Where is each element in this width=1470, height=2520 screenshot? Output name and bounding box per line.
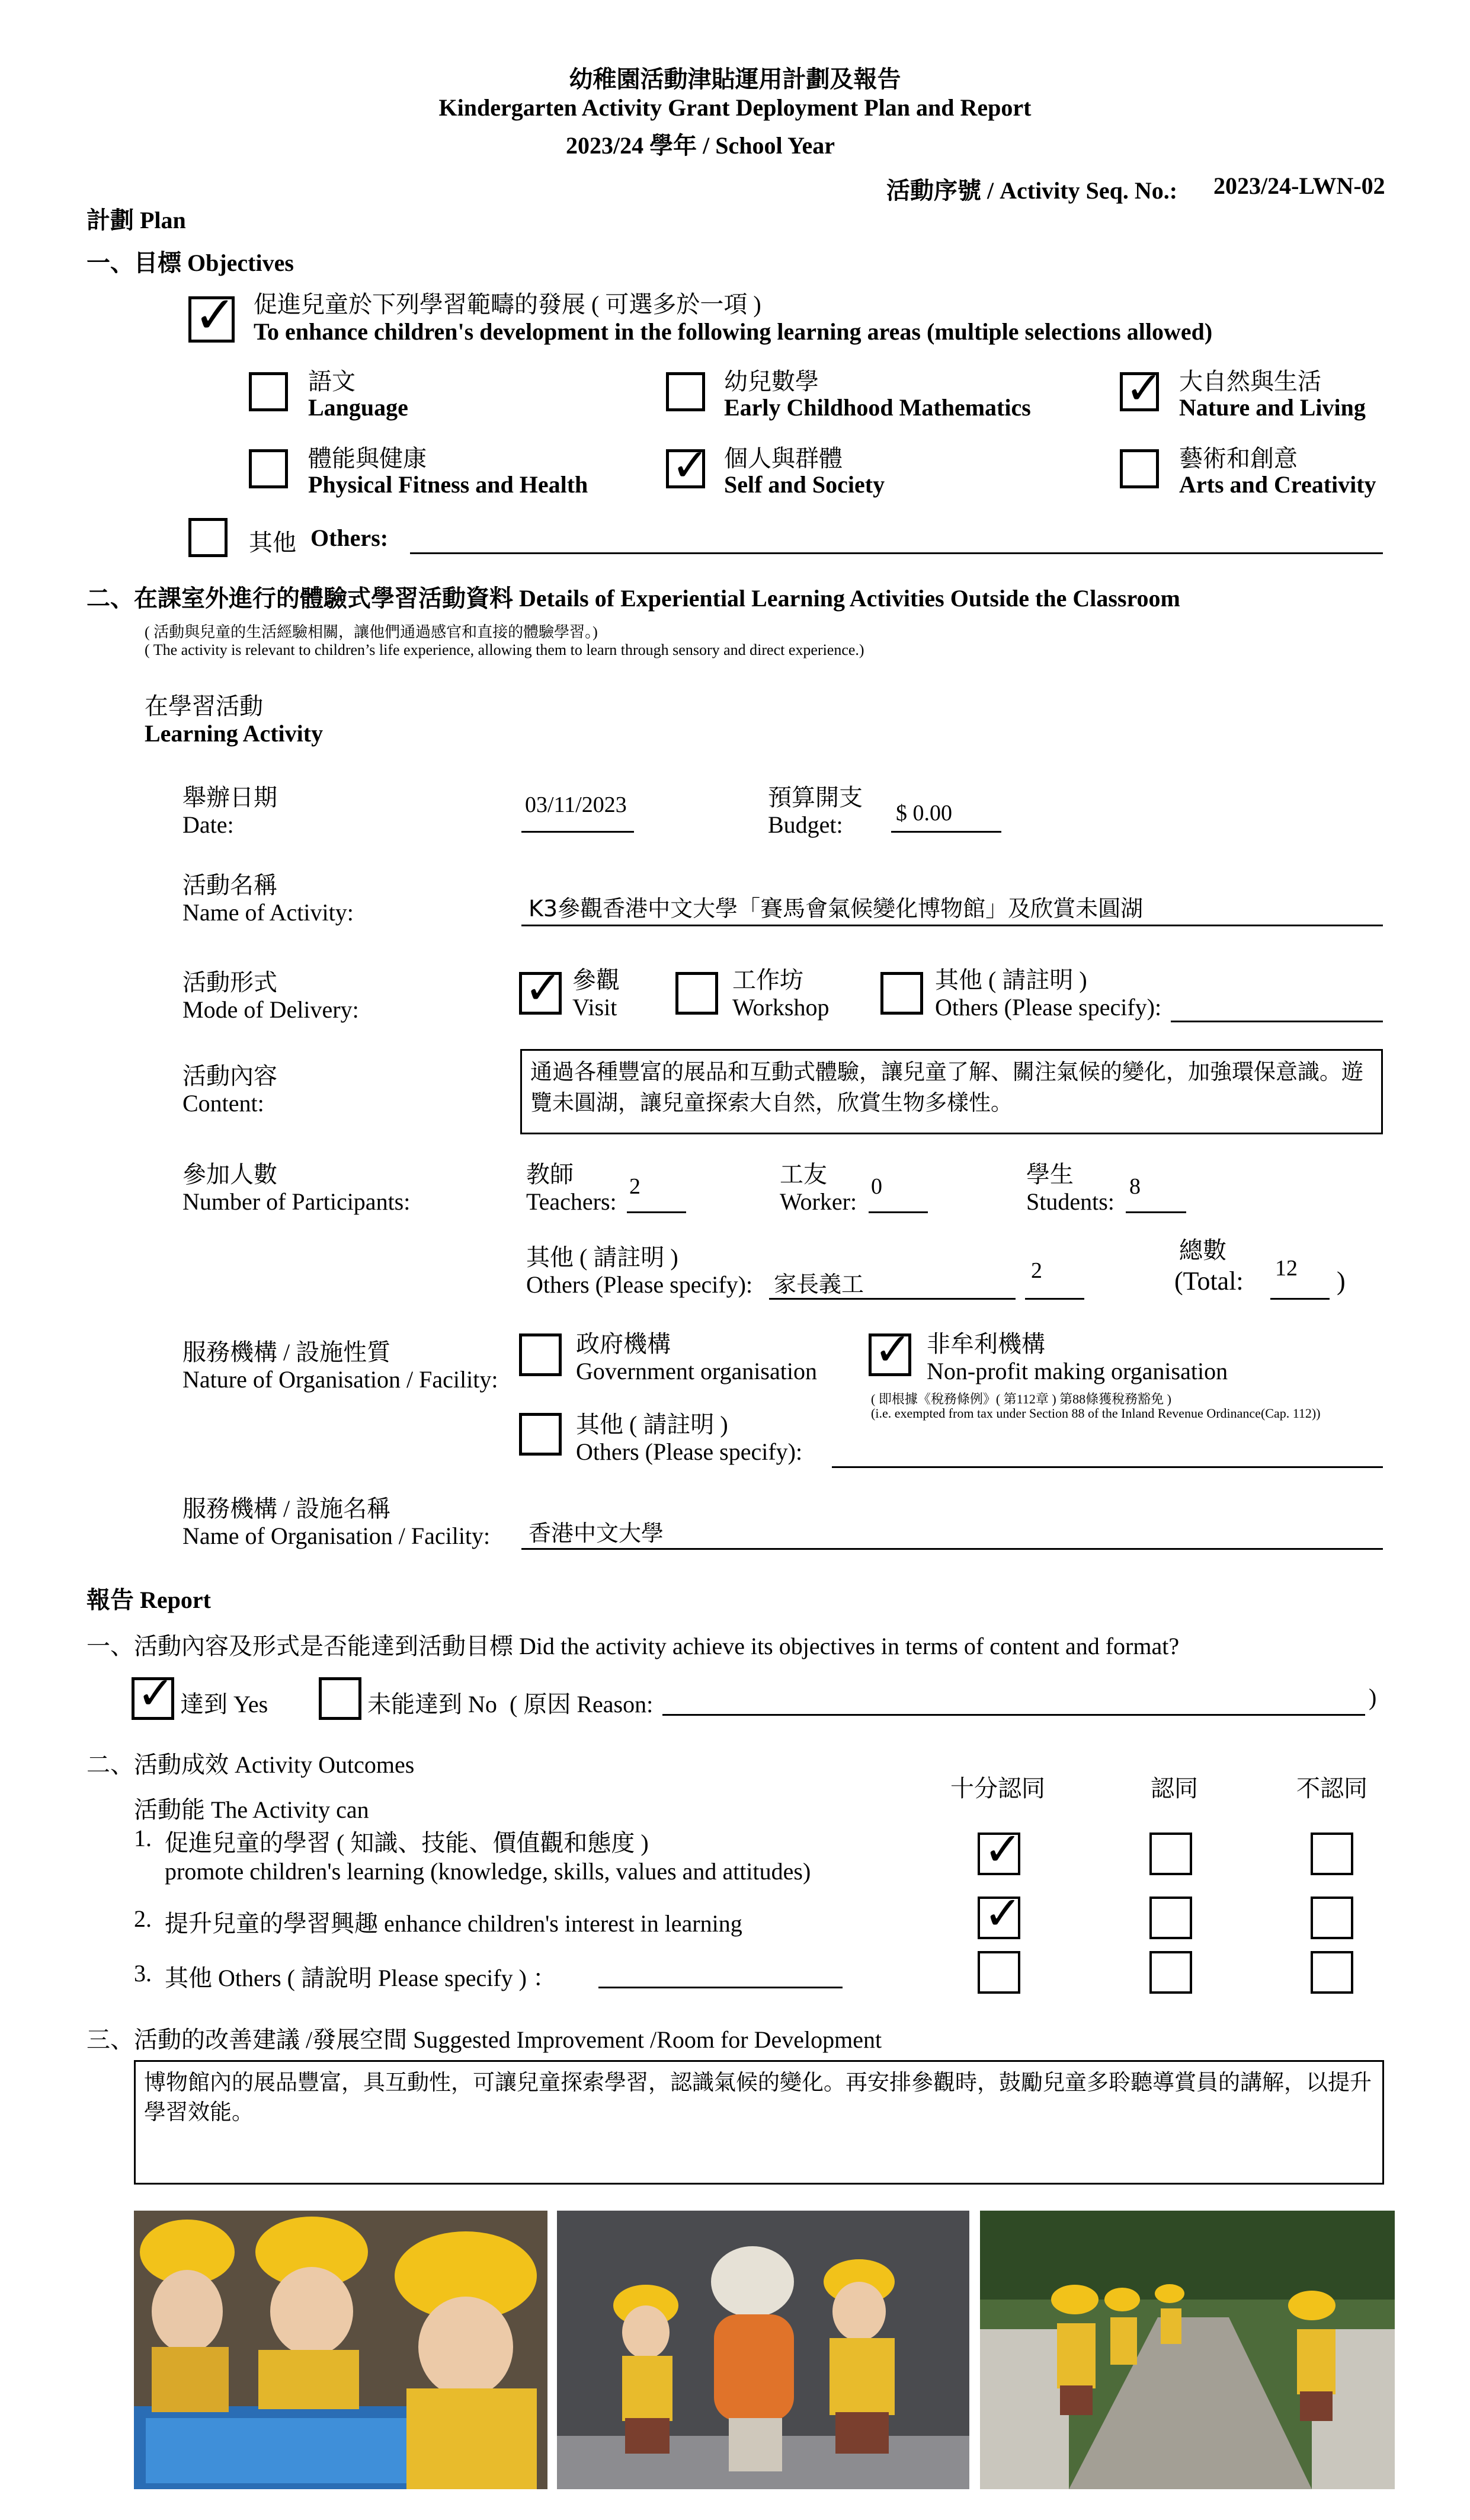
activity-name-field-line [521,925,1383,926]
achieve-no-checkbox[interactable] [319,1677,361,1720]
org-government-checkbox[interactable] [519,1333,562,1376]
learning-activity-zh: 在學習活動 [145,693,263,719]
area-language-en: Language [308,394,408,421]
outcome-2-num: 2. [134,1905,152,1932]
date-field-line [521,831,634,833]
photo-children-touchscreen [134,2211,547,2489]
org-others-en: Others (Please specify): [576,1438,803,1465]
mode-others-zh: 其他 ( 請註明 ) [935,967,1087,993]
teachers-value[interactable]: 2 [629,1174,640,1199]
area-math-checkbox[interactable] [666,372,705,411]
area-arts-en: Arts and Creativity [1179,471,1376,498]
teachers-field-line [627,1211,686,1213]
worker-label-zh: 工友 [780,1161,827,1188]
area-physical-zh: 體能與健康 [308,445,427,472]
check-mark-icon: ✓ [984,1823,1023,1876]
objective-main-label-en: To enhance children's development in the following learning areas (multiple selections allowed) [254,318,1213,345]
form-title-zh: 幼稚園活動津貼運用計劃及報告 [569,66,901,93]
check-mark-icon: ✓ [671,439,709,491]
org-others-field[interactable] [832,1466,1383,1468]
learning-activity-en: Learning Activity [145,720,324,747]
objective-others-field[interactable] [410,552,1383,554]
area-arts-checkbox[interactable] [1120,449,1159,488]
outcome-1-agree[interactable] [1149,1833,1192,1875]
org-others-zh: 其他 ( 請註明 ) [576,1411,728,1438]
area-self-society-zh: 個人與群體 [724,445,843,472]
objective-main-label-zh: 促進兒童於下列學習範疇的發展 ( 可選多於一項 ) [254,291,761,318]
org-npo-note-en: (i.e. exempted from tax under Section 88 of the Inland Revenue Ordinance(Cap. 112)) [871,1406,1321,1421]
date-label-en: Date: [182,811,234,838]
outcome-1-disagree[interactable] [1311,1833,1353,1875]
mode-others-field[interactable] [1171,1021,1383,1022]
participants-label-zh: 參加人數 [182,1161,277,1188]
budget-value[interactable]: $ 0.00 [896,801,952,826]
outcome-1-strongly-agree[interactable] [978,1823,1023,1876]
improvement-textbox[interactable]: 博物館內的展品豐富，具互動性，可讓兒童探索學習，認識氣候的變化。再安排參觀時，鼓勵兒童多聆聽導賞員的講解，以提升學習效能。 [134,2060,1384,2185]
total-value[interactable]: 12 [1275,1256,1298,1281]
outcome-2-strongly-agree[interactable] [978,1887,1023,1940]
org-nature-label-zh: 服務機構 / 設施性質 [182,1339,391,1365]
photo-children-with-bear [557,2211,969,2489]
other-participants-text-line [769,1298,1016,1300]
reason-field[interactable] [662,1714,1365,1716]
outcome-1-en: promote children's learning (knowledge, skills, values and attitudes) [165,1858,811,1885]
check-mark-icon: ✓ [984,1887,1023,1940]
form-title-en: Kindergarten Activity Grant Deployment Plan and Report [438,94,1032,121]
activity-photo-lake-path [980,2211,1395,2489]
org-npo-note-zh: ( 即根據《稅務條例》( 第112章 ) 第88條獲稅務豁免 ) [871,1392,1171,1406]
other-participants-label-zh: 其他 ( 請註明 ) [526,1244,678,1271]
content-label-zh: 活動內容 [182,1063,277,1089]
achieve-yes-checkbox[interactable] [132,1667,175,1720]
mode-workshop-checkbox[interactable] [675,972,718,1015]
col-disagree: 不認同 [1296,1775,1367,1802]
mode-workshop-zh: 工作坊 [732,967,803,993]
objective-others-zh: 其他 [249,529,296,556]
budget-label-en: Budget: [768,811,843,838]
col-agree: 認同 [1151,1775,1198,1802]
reason-open: ( 原因 Reason: [510,1691,654,1718]
col-strongly-agree: 十分認同 [950,1775,1045,1802]
org-name-value[interactable]: 香港中文大學 [529,1520,664,1546]
area-nature-zh: 大自然與生活 [1179,368,1321,395]
worker-value[interactable]: 0 [871,1174,882,1199]
activity-can-label: 活動能 The Activity can [134,1796,369,1823]
teachers-label-en: Teachers: [526,1188,617,1215]
mode-others-checkbox[interactable] [880,972,923,1015]
school-year: 2023/24 學年 / School Year [566,132,835,159]
area-self-society-en: Self and Society [724,471,885,498]
students-label-en: Students: [1026,1188,1114,1215]
report-heading: 報告 Report [87,1587,211,1613]
activity-photo-museum-touchscreen [134,2211,547,2489]
date-value[interactable]: 03/11/2023 [525,792,627,817]
org-npo-zh: 非牟利機構 [927,1331,1045,1357]
objectives-heading: 一、目標 Objectives [87,250,294,276]
activity-seq-label: 活動序號 / Activity Seq. No.: [886,177,1178,204]
students-value[interactable]: 8 [1129,1174,1141,1199]
outcome-1-zh: 促進兒童的學習 ( 知識、技能、價值觀和態度 ) [165,1830,649,1856]
org-nature-label-en: Nature of Organisation / Facility: [182,1366,498,1393]
mode-visit-zh: 參觀 [572,967,620,993]
area-nature-checkbox[interactable] [1120,362,1163,414]
plan-heading: 計劃 Plan [87,207,186,234]
mode-others-en: Others (Please specify): [935,994,1162,1021]
activity-photo-polar-bear-statue [557,2211,969,2489]
check-mark-icon: ✓ [1125,362,1163,414]
other-participants-text[interactable]: 家長義工 [774,1271,864,1297]
content-textbox[interactable]: 通過各種豐富的展品和互動式體驗，讓兒童了解、關注氣候的變化，加強環保意識。遊覽未圓湖，讓兒童探索大自然，欣賞生物多樣性。 [520,1049,1383,1134]
area-arts-zh: 藝術和創意 [1179,445,1298,472]
total-label-zh: 總數 [1179,1237,1226,1264]
area-physical-en: Physical Fitness and Health [308,471,588,498]
content-label-en: Content: [182,1090,264,1117]
outcome-3-agree[interactable] [1149,1951,1192,1994]
details-note-zh: ( 活動與兒童的生活經驗相關，讓他們通過感官和直接的體驗學習。) [145,623,598,641]
org-government-en: Government organisation [576,1358,817,1384]
teachers-label-zh: 教師 [526,1161,574,1188]
outcome-2-agree[interactable] [1149,1897,1192,1939]
org-name-label-zh: 服務機構 / 設施名稱 [182,1495,391,1522]
mode-workshop-en: Workshop [732,994,830,1021]
outcome-3-num: 3. [134,1960,152,1987]
total-label-en: (Total: [1174,1267,1244,1296]
activity-seq-value: 2023/24-LWN-02 [1213,172,1385,199]
photo-children-on-path [980,2211,1395,2489]
org-others-checkbox[interactable] [519,1413,562,1456]
budget-label-zh: 預算開支 [768,784,863,811]
date-label-zh: 舉辦日期 [182,784,277,811]
activity-name-label-zh: 活動名稱 [182,872,277,898]
other-participants-label-en: Others (Please specify): [526,1271,753,1298]
budget-field-line [891,831,1001,833]
mode-visit-en: Visit [572,994,617,1021]
area-language-zh: 語文 [308,368,356,395]
org-government-zh: 政府機構 [576,1331,671,1357]
students-field-line [1126,1211,1186,1213]
area-math-zh: 幼兒數學 [724,368,819,395]
outcome-3-strongly-agree[interactable] [978,1951,1020,1994]
achieve-no-label: 未能達到 No [367,1691,497,1718]
students-label-zh: 學生 [1026,1161,1074,1188]
total-close-paren: ) [1337,1267,1346,1296]
area-math-en: Early Childhood Mathematics [724,394,1031,421]
other-participants-value-line [1025,1298,1084,1300]
details-heading: 二、在課室外進行的體驗式學習活動資料 Details of Experiential Learning Activities Outside the Classroom [87,585,1180,612]
details-note-en: ( The activity is relevant to children’s life experience, allowing them to learn through sensory and direct experience.) [145,641,864,658]
org-name-field-line [521,1548,1383,1550]
outcome-1-num: 1. [134,1825,152,1851]
outcome-3-specify-field[interactable] [598,1987,843,1988]
activity-name-value[interactable]: K3參觀香港中文大學「賽馬會氣候變化博物館」及欣賞未圓湖 [529,896,1144,922]
area-nature-en: Nature and Living [1179,394,1366,421]
other-participants-value[interactable]: 2 [1031,1258,1042,1283]
participants-label-en: Number of Participants: [182,1188,411,1215]
achieve-question: 一、活動內容及形式是否能達到活動目標 Did the activity achieve its objectives in terms of content and format? [87,1633,1180,1659]
area-language-checkbox[interactable] [249,372,288,411]
org-npo-checkbox[interactable] [869,1323,912,1376]
achieve-yes-label: 達到 Yes [180,1691,268,1718]
area-physical-checkbox[interactable] [249,449,288,488]
mode-label-zh: 活動形式 [182,969,277,996]
worker-field-line [869,1211,928,1213]
mode-visit-checkbox[interactable] [519,961,562,1015]
check-mark-icon: ✓ [137,1667,175,1719]
outcome-2-disagree[interactable] [1311,1897,1353,1939]
outcome-3-zh: 其他 Others ( 請說明 Please specify ) ： [165,1965,556,1991]
worker-label-en: Worker: [780,1188,857,1215]
objective-others-en: Others: [310,525,389,551]
improvement-heading: 三、活動的改善建議 /發展空間 Suggested Improvement /Room for Development [87,2026,882,2053]
activity-name-label-en: Name of Activity: [182,899,354,926]
check-mark-icon: ✓ [524,961,562,1014]
reason-close: ) [1369,1684,1377,1710]
check-mark-icon: ✓ [874,1323,912,1376]
outcomes-heading: 二、活動成效 Activity Outcomes [87,1751,415,1778]
org-name-label-en: Name of Organisation / Facility: [182,1523,491,1549]
check-mark-icon: ✓ [194,286,237,345]
outcome-3-disagree[interactable] [1311,1951,1353,1994]
area-self-society-checkbox[interactable] [666,439,709,491]
outcome-2-zh: 提升兒童的學習興趣 enhance children's interest in learning [165,1910,742,1937]
total-field-line [1270,1298,1330,1300]
objective-main-checkbox[interactable] [188,286,237,345]
org-npo-en: Non-profit making organisation [927,1358,1228,1384]
mode-label-en: Mode of Delivery: [182,996,359,1023]
objective-others-checkbox[interactable] [188,518,228,557]
